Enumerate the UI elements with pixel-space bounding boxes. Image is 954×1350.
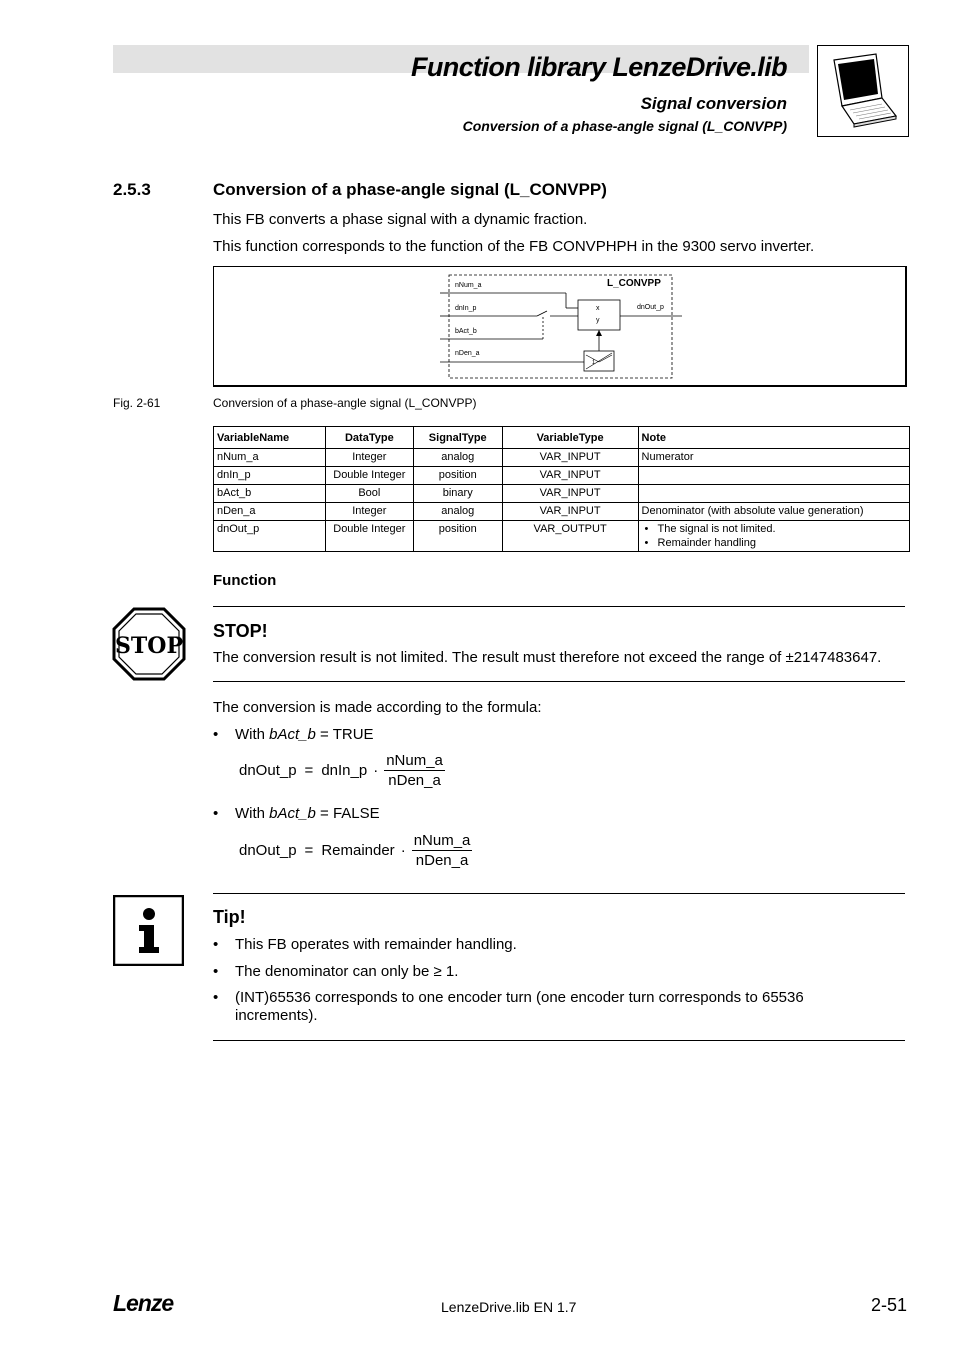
multiplier-x-label: x: [596, 305, 600, 312]
table-cell: Integer: [325, 449, 413, 467]
header-icon-box: [817, 45, 909, 137]
page-title: Function library LenzeDrive.lib: [411, 52, 787, 82]
input-label-nden: nDen_a: [455, 350, 480, 357]
stop-heading: STOP!: [213, 621, 268, 641]
stop-top-rule: [213, 606, 905, 607]
multiplier-y-label: y: [596, 317, 600, 324]
table-cell: VAR_OUTPUT: [502, 521, 638, 552]
table-cell: analog: [413, 449, 502, 467]
note-item: • Remainder handling: [642, 536, 906, 550]
table-cell: [638, 521, 909, 552]
formula-fraction: [412, 832, 473, 869]
intro-paragraph-2: This function corresponds to the function of the FB CONVPHPH in the 9300 servo inverter.: [213, 238, 815, 255]
table-cell: Integer: [325, 503, 413, 521]
case-variable: bAct_b: [269, 726, 316, 743]
formula-dot: ·: [400, 842, 406, 859]
table-header-row: [214, 427, 910, 449]
formula-lhs: dnOut_p: [239, 762, 297, 779]
fraction-denominator: nDen_a: [415, 852, 469, 869]
page-subsubtitle: Conversion of a phase-angle signal (L_CONVPP): [462, 118, 787, 134]
tip-item-text: This FB operates with remainder handling.: [235, 936, 517, 953]
formula-dot: ·: [373, 762, 379, 779]
table-header-cell: DataType: [325, 427, 413, 449]
table-header-cell: VariableName: [214, 427, 326, 449]
formula-false: [239, 832, 472, 869]
table-row: [214, 485, 910, 503]
case-false-item: [213, 805, 380, 822]
formula-term: Remainder: [321, 842, 395, 859]
table-cell: bAct_b: [214, 485, 326, 503]
block-name-label: L_CONVPP: [607, 278, 661, 289]
formula-intro: The conversion is made according to the formula:: [213, 699, 542, 716]
diagram-canvas: [214, 267, 906, 386]
formula-equals: =: [304, 842, 314, 859]
table-cell: dnIn_p: [214, 467, 326, 485]
section-number: 2.5.3: [113, 180, 151, 199]
intro-paragraph-1: This FB converts a phase signal with a dynamic fraction.: [213, 211, 588, 228]
formula-term: dnIn_p: [321, 762, 368, 779]
formula-fraction: [384, 752, 445, 789]
page-subtitle: Signal conversion: [640, 94, 787, 113]
bullet-dot: •: [213, 936, 219, 953]
table-cell: VAR_INPUT: [502, 485, 638, 503]
table-header-cell: VariableType: [502, 427, 638, 449]
laptop-icon: [818, 46, 908, 136]
table-header-cell: Note: [638, 427, 909, 449]
table-cell: position: [413, 467, 502, 485]
fraction-numerator: nNum_a: [413, 832, 471, 849]
variables-table: [213, 426, 910, 552]
bullet-dot: •: [213, 805, 219, 822]
formula-true: [239, 752, 445, 789]
formula-equals: =: [304, 762, 314, 779]
stop-bottom-rule: [213, 681, 905, 682]
note-list: [642, 522, 906, 550]
bullet-dot: •: [213, 726, 219, 743]
input-label-bact: bAct_b: [455, 328, 477, 335]
figure-caption: Conversion of a phase-angle signal (L_CONVPP): [213, 396, 477, 410]
table-cell: analog: [413, 503, 502, 521]
fraction-denominator: nDen_a: [388, 772, 441, 789]
table-cell: [638, 485, 909, 503]
table-cell: Double Integer: [325, 467, 413, 485]
case-suffix: = TRUE: [315, 726, 374, 743]
input-label-dnin: dnIn_p: [455, 305, 477, 312]
stop-text: The conversion result is not limited. The result must therefore not exceed the range of ±2147483647.: [213, 649, 882, 666]
case-suffix: = FALSE: [315, 805, 380, 822]
tip-item: [213, 989, 823, 1025]
table-cell: VAR_INPUT: [502, 467, 638, 485]
table-cell: Double Integer: [325, 521, 413, 552]
table-cell: nDen_a: [214, 503, 326, 521]
table-cell: nNum_a: [214, 449, 326, 467]
note-item: • The signal is not limited.: [642, 522, 906, 536]
input-label-nnum: nNum_a: [455, 282, 482, 289]
output-label-dnout: dnOut_p: [637, 304, 664, 311]
info-icon: [113, 895, 184, 971]
case-prefix: With: [235, 805, 270, 822]
page-number: 2-51: [870, 1295, 907, 1315]
function-heading: Function: [213, 572, 277, 589]
tip-bottom-rule: [213, 1040, 905, 1041]
bullet-dot: •: [213, 963, 219, 980]
table-cell: Denominator (with absolute value generation): [638, 503, 909, 521]
table-cell: VAR_INPUT: [502, 449, 638, 467]
table-cell: Bool: [325, 485, 413, 503]
table-row: [214, 503, 910, 521]
tip-item-text: The denominator can only be ≥ 1.: [235, 963, 459, 980]
case-variable: bAct_b: [269, 805, 316, 822]
figure-number: Fig. 2-61: [113, 396, 161, 410]
case-prefix: With: [235, 726, 270, 743]
table-cell: dnOut_p: [214, 521, 326, 552]
case-true-item: [213, 726, 374, 743]
table-cell: Numerator: [638, 449, 909, 467]
table-cell: [638, 467, 909, 485]
tip-item-text: (INT)65536 corresponds to one encoder turn (one encoder turn corresponds to 65536 increments).: [235, 989, 804, 1024]
abs-block-label: 1: [592, 360, 596, 366]
bullet-dot: •: [213, 989, 219, 1006]
fraction-numerator: nNum_a: [386, 752, 443, 769]
stop-sign-icon: [112, 607, 186, 686]
footer-doc-id: LenzeDrive.lib EN 1.7: [441, 1299, 577, 1315]
svg-text:STOP: STOP: [115, 633, 183, 659]
tip-item: [213, 936, 833, 954]
formula-lhs: dnOut_p: [239, 842, 297, 859]
tip-item: [213, 963, 833, 981]
tip-heading: Tip!: [213, 907, 246, 927]
table-header-cell: SignalType: [413, 427, 502, 449]
table-row: [214, 467, 910, 485]
section-title: Conversion of a phase-angle signal (L_CONVPP): [213, 180, 607, 199]
table-cell: binary: [413, 485, 502, 503]
table-cell: VAR_INPUT: [502, 503, 638, 521]
tip-top-rule: [213, 893, 905, 894]
function-block-diagram: [213, 266, 907, 387]
table-row: [214, 449, 910, 467]
table-row: [214, 521, 910, 552]
table-cell: position: [413, 521, 502, 552]
lenze-logo: Lenze: [113, 1290, 174, 1316]
